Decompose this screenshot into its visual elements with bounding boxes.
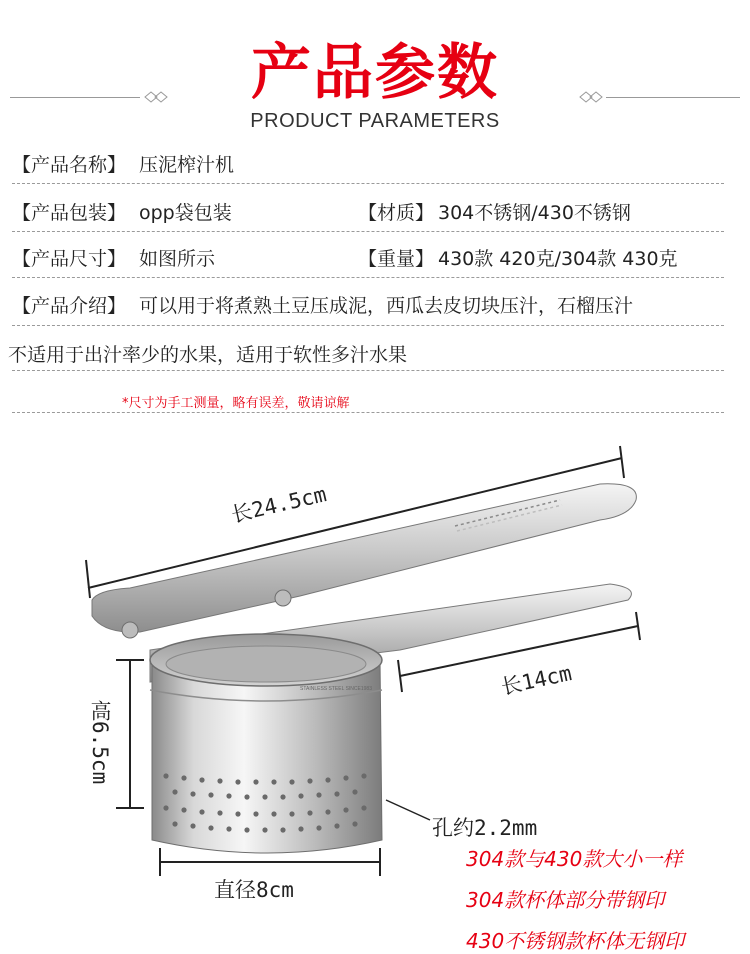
hole-pointer xyxy=(386,800,430,820)
label-diameter: 直径8cm xyxy=(214,878,294,902)
param-value: opp袋包装 xyxy=(139,202,232,224)
param-value: 304不锈钢/430不锈钢 xyxy=(438,202,631,224)
hinge-pin xyxy=(275,590,291,606)
page-subtitle: PRODUCT PARAMETERS xyxy=(250,110,500,132)
param-value: 430款 420克/304款 430克 xyxy=(438,248,678,270)
param-label: 【产品尺寸】 xyxy=(12,248,127,270)
param-value: 压泥榨汁机 xyxy=(139,154,235,176)
label-total-length: 长24.5cm xyxy=(228,482,329,528)
press-cup xyxy=(150,634,382,853)
divider-left xyxy=(10,97,140,98)
note-304-stamp: 304款杯体部分带钢印 xyxy=(466,888,665,912)
param-label: 【材质】 xyxy=(358,202,435,224)
row-divider xyxy=(12,325,724,326)
diamond-ornament-right-icon xyxy=(576,90,604,104)
param-value: 可以用于将煮熟土豆压成泥，西瓜去皮切块压汁，石榴压汁 xyxy=(139,295,634,317)
row-divider xyxy=(12,277,724,278)
divider-right xyxy=(606,97,740,98)
row-divider xyxy=(12,370,724,371)
hinge-pin xyxy=(122,622,138,638)
param-label: 【重量】 xyxy=(358,248,435,270)
param-label: 【产品介绍】 xyxy=(12,295,127,317)
param-label: 【产品名称】 xyxy=(12,154,127,176)
label-hole-size: 孔约2.2mm xyxy=(432,816,538,840)
param-value: 不适用于出汁率少的水果，适用于软性多汁水果 xyxy=(8,344,408,366)
row-divider xyxy=(12,231,724,232)
note-430-no-stamp: 430不锈钢款杯体无钢印 xyxy=(466,929,685,953)
diamond-ornament-left-icon xyxy=(143,90,171,104)
page-title: 产品参数 xyxy=(251,38,499,108)
param-value: 如图所示 xyxy=(139,248,216,270)
product-photo xyxy=(0,430,750,954)
label-handle-length: 长14cm xyxy=(498,661,574,700)
label-height: 高6.5cm xyxy=(88,700,112,785)
measurement-note: *尺寸为手工测量，略有误差，敬请谅解 xyxy=(122,396,350,411)
cup-stamp-text: STAINLESS STEEL SINCE1983 xyxy=(300,686,372,692)
row-divider xyxy=(12,183,724,184)
param-label: 【产品包装】 xyxy=(12,202,127,224)
note-same-size: 304款与430款大小一样 xyxy=(466,847,683,871)
row-divider xyxy=(12,412,724,413)
dimension-line-height xyxy=(116,660,144,808)
